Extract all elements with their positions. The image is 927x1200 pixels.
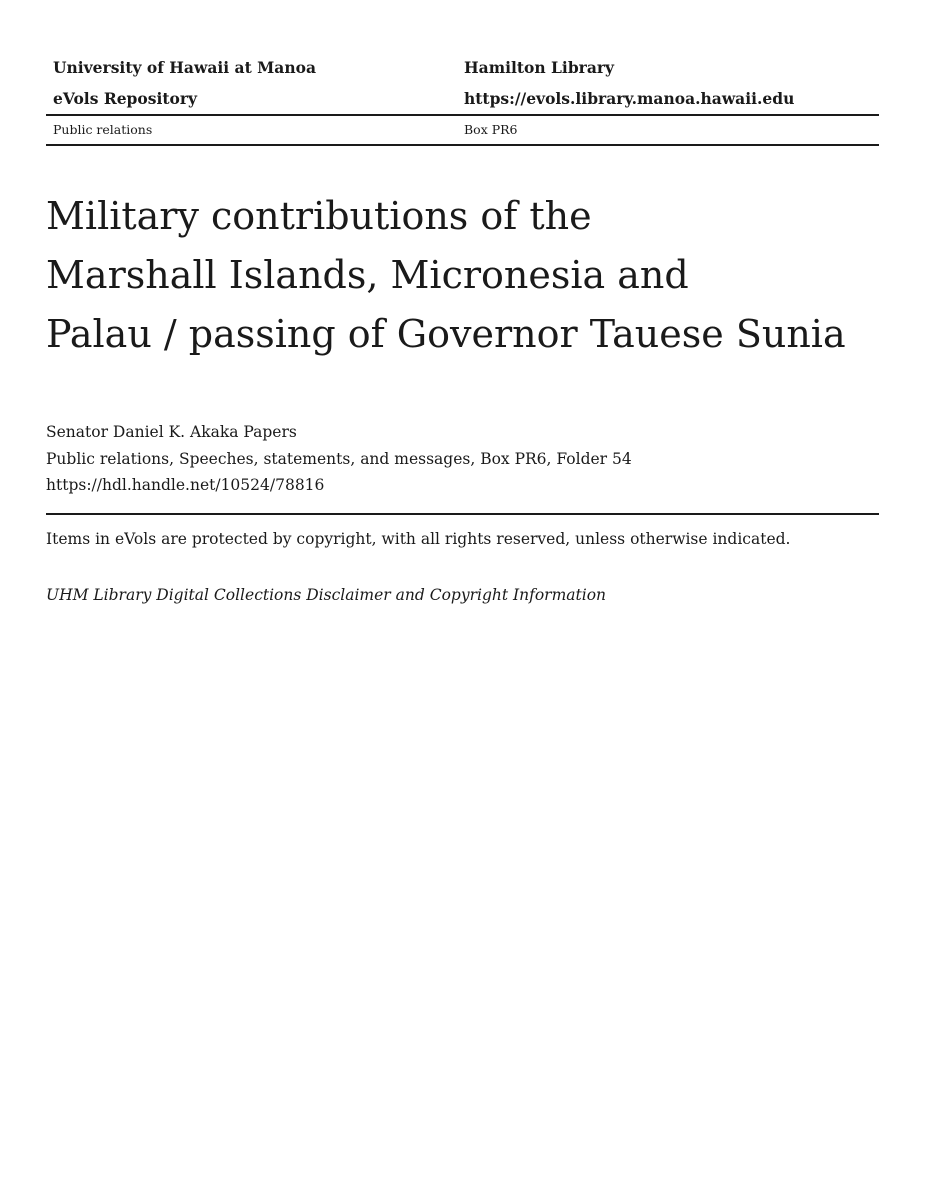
library-name: Hamilton Library bbox=[464, 58, 615, 77]
repository-url[interactable]: https://evols.library.manoa.hawaii.edu bbox=[464, 89, 795, 108]
folder-location: Public relations, Speeches, statements, and messages, Box PR6, Folder 54 bbox=[46, 449, 632, 468]
repository-name: eVols Repository bbox=[53, 89, 198, 108]
collection-name: Senator Daniel K. Akaka Papers bbox=[46, 423, 297, 441]
header-row-3 bbox=[46, 116, 879, 146]
document-title bbox=[46, 187, 879, 364]
section-divider bbox=[46, 513, 879, 515]
handle-link[interactable]: https://hdl.handle.net/10524/78816 bbox=[46, 476, 325, 494]
disclaimer-link[interactable]: UHM Library Digital Collections Disclaimer and Copyright Information bbox=[46, 586, 607, 604]
title-line: Palau / passing of Governor Tauese Sunia bbox=[46, 312, 846, 356]
rights-statement: Items in eVols are protected by copyright, with all rights reserved, unless otherwise indicated. bbox=[46, 530, 791, 548]
metadata-block bbox=[46, 419, 632, 499]
box-label: Box PR6 bbox=[464, 122, 518, 137]
header-row-1 bbox=[46, 52, 879, 83]
header-block bbox=[46, 52, 879, 146]
header-row-2 bbox=[46, 83, 879, 116]
series-label: Public relations bbox=[53, 122, 153, 137]
title-line: Marshall Islands, Micronesia and bbox=[46, 253, 689, 297]
title-line: Military contributions of the bbox=[46, 194, 592, 238]
institution-name: University of Hawaii at Manoa bbox=[53, 58, 316, 77]
